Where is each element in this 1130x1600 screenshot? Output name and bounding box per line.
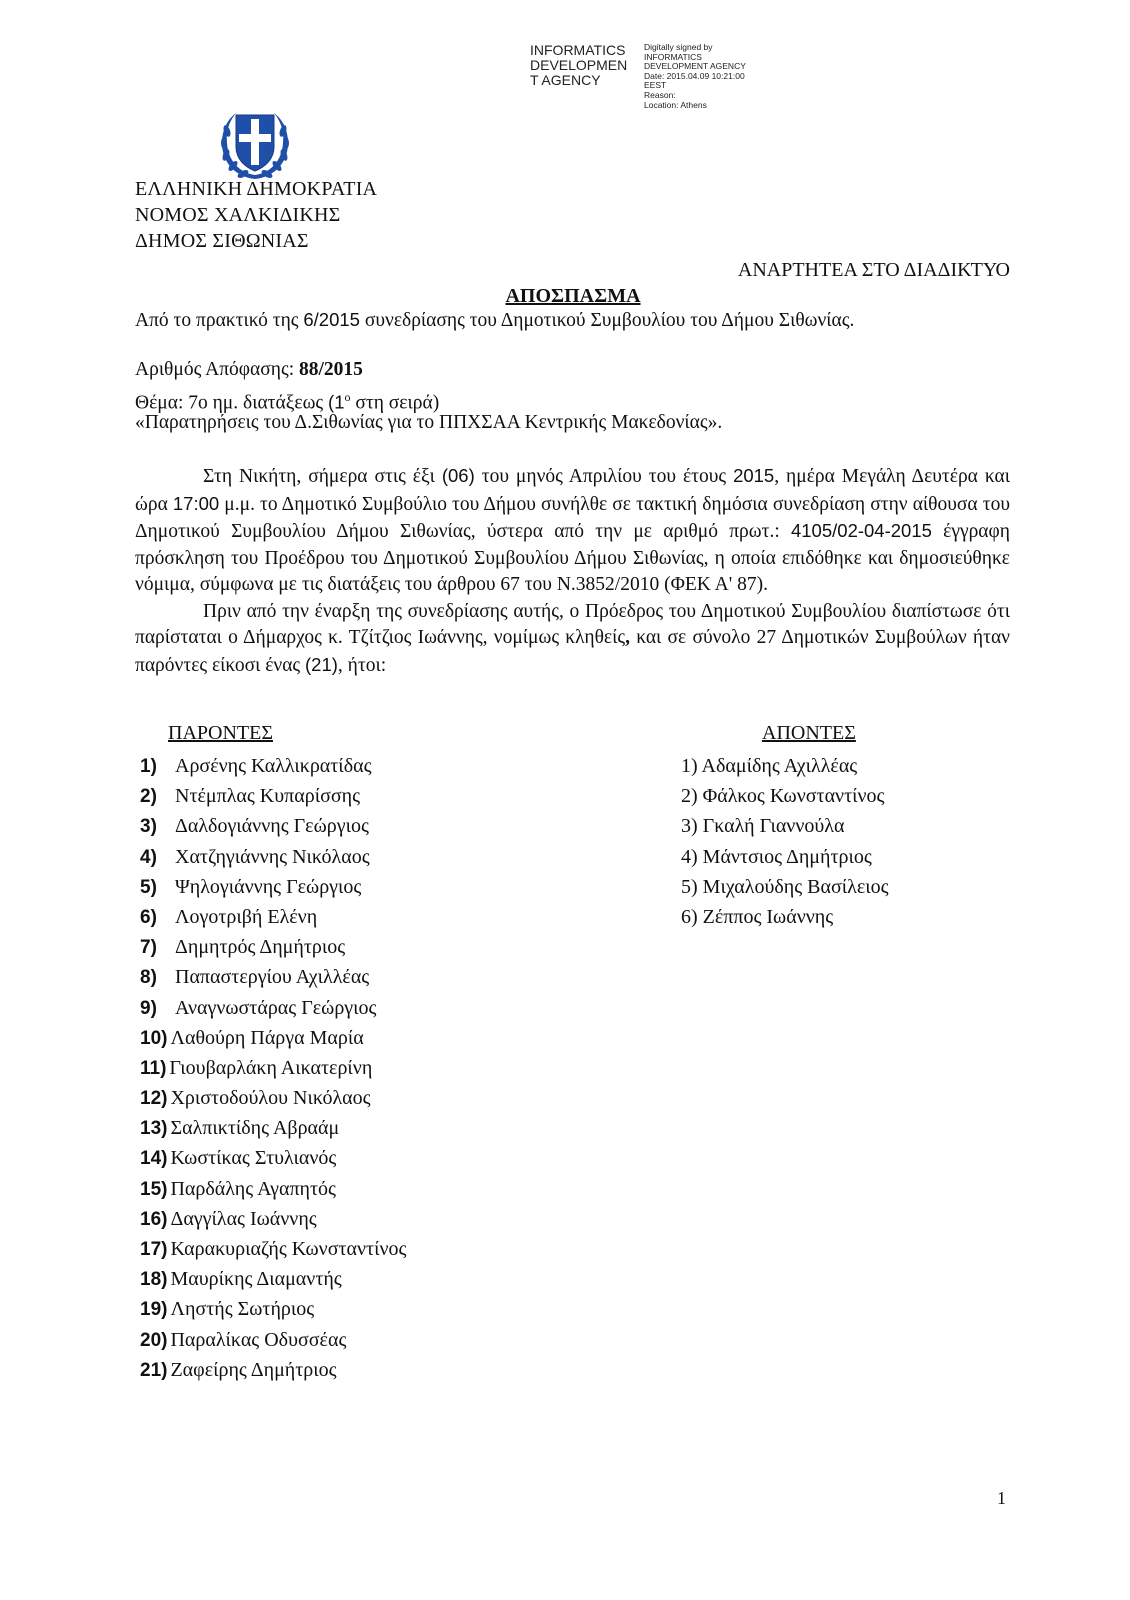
signature-detail-line: Date: 2015.04.09 10:21:00	[644, 70, 745, 81]
subject-order-rest: στη σειρά)	[350, 392, 440, 414]
item-number: 11)	[140, 1057, 167, 1079]
member-name: Χριστοδούλου Νικόλαος	[170, 1087, 371, 1110]
list-item	[140, 1117, 406, 1147]
member-name: Παραλίκας Οδυσσέας	[170, 1328, 347, 1351]
member-name: Ληστής Σωτήριος	[170, 1298, 315, 1321]
item-number: 8)	[140, 967, 157, 989]
year: 2015	[733, 465, 775, 486]
member-name: Ζαφείρης Δημήτριος	[170, 1358, 337, 1381]
list-item	[140, 936, 406, 966]
member-name: Δημητρός Δημήτριος	[175, 936, 346, 959]
signature-organization	[530, 43, 642, 110]
present-list	[140, 755, 406, 1389]
member-name: Δαγγίλας Ιωάννης	[170, 1207, 317, 1230]
document-title	[0, 285, 1130, 308]
list-item: 2) Φάλκος Κωνσταντίνος	[681, 785, 885, 808]
text: μ.μ. το Δημοτικό Συμβούλιο του Δήμου συνήλθε σε τακτική δημόσια συνεδρίαση στην αίθουσα του Δημοτικού Συμβουλίου Δήμου Σιθωνίας, ύστερα από την με αριθμό πρωτ.:	[135, 493, 1010, 542]
item-number: 12)	[140, 1088, 168, 1110]
item-number: 10)	[140, 1027, 168, 1049]
list-item	[140, 1178, 406, 1208]
item-number: 7)	[140, 937, 157, 959]
item-number: 14)	[140, 1148, 168, 1170]
decision-number: 88/2015	[299, 359, 363, 380]
list-item	[140, 1147, 406, 1177]
header-municipality: ΔΗΜΟΣ ΣΙΘΩΝΙΑΣ	[135, 230, 309, 252]
member-name: Αρσένης Καλλικρατίδας	[175, 755, 372, 777]
greek-coat-of-arms-icon	[214, 103, 296, 185]
subject-order-suffix: ο	[344, 390, 351, 404]
subject-topic: «Παρατηρήσεις του Δ.Σιθωνίας για το ΠΠΧΣΑΑ Κεντρικής Μακεδονίας».	[135, 412, 723, 433]
digital-signature	[530, 43, 746, 110]
post-online-note: ΑΝΑΡΤΗΤΕΑ ΣΤΟ ΔΙΑΔΙΚΤΥΟ	[737, 259, 1010, 281]
decision-label: Αριθμός Απόφασης:	[135, 359, 299, 380]
signature-org-line: DEVELOPMEN	[530, 57, 628, 73]
intro-text-end: συνεδρίασης του Δημοτικού Συμβουλίου του Δήμου Σιθωνίας.	[359, 310, 855, 331]
signature-org-line: INFORMATICS	[530, 42, 626, 58]
member-name: Γιουβαρλάκη Αικατερίνη	[169, 1056, 373, 1079]
list-item	[140, 1057, 406, 1087]
time: 17:00	[172, 492, 220, 514]
intro-line	[135, 307, 854, 334]
absent-list	[681, 755, 889, 936]
list-item	[140, 966, 406, 996]
body-text	[135, 463, 1010, 679]
item-number: 20)	[140, 1329, 168, 1351]
list-item	[140, 876, 406, 906]
member-name: Λογοτριβή Ελένη	[175, 905, 318, 928]
text: Πριν από την έναρξη της συνεδρίασης αυτής, ο Πρόεδρος του Δημοτικού Συμβουλίου διαπίστωσε ότι παρίσταται ο Δήμαρχος κ. Τζίτζιος Ιωάννης, νομίμως κληθείς	[135, 600, 1010, 648]
item-number: 18)	[140, 1269, 168, 1291]
list-item	[140, 815, 406, 845]
signature-detail-line: EEST	[644, 80, 667, 91]
list-item	[140, 1087, 406, 1117]
header-prefecture: ΝΟΜΟΣ ΧΑΛΚΙΔΙΚΗΣ	[135, 204, 341, 226]
signature-detail-line: DEVELOPMENT AGENCY	[644, 61, 746, 72]
list-item	[140, 1238, 406, 1268]
present-count: (21)	[305, 653, 338, 675]
intro-text: Από το πρακτικό της	[135, 310, 304, 331]
member-name: Παρδάλης Αγαπητός	[170, 1177, 336, 1200]
member-name: Σαλπικτίδης Αβραάμ	[170, 1117, 340, 1140]
comma: ,	[625, 627, 630, 648]
item-number: 5)	[140, 876, 157, 898]
list-item	[140, 1298, 406, 1328]
signature-detail-line: Digitally signed by	[644, 42, 713, 52]
document-title-text: ΑΠΟΣΠΑΣΜΑ	[505, 285, 641, 307]
item-number: 6)	[140, 906, 157, 928]
list-item: 3) Γκαλή Γιαννούλα	[681, 815, 845, 838]
paragraph-quorum	[135, 599, 1010, 680]
item-number: 4)	[140, 846, 157, 868]
item-number: 1)	[140, 756, 157, 777]
member-name: Αναγνωστάρας Γεώργιος	[175, 996, 377, 1019]
list-item: 5) Μιχαλούδης Βασίλειος	[681, 875, 889, 898]
member-name: Χατζηγιάννης Νικόλαος	[175, 845, 370, 868]
item-number: 13)	[140, 1118, 168, 1140]
item-number: 19)	[140, 1299, 168, 1321]
list-item	[140, 1359, 406, 1389]
subject-label: Θέμα: 7ο ημ. διατάξεως	[135, 392, 329, 414]
list-item	[140, 1329, 406, 1359]
paragraph-meeting	[135, 463, 1010, 599]
subject-paren: (	[328, 391, 335, 413]
protocol-number: 4105/02-04-2015	[790, 520, 932, 541]
item-number: 9)	[140, 997, 157, 1019]
signature-detail-line: Location: Athens	[644, 99, 707, 110]
text: , ημέρα Μεγάλη Δευτέρα και ώρα	[135, 466, 1010, 515]
list-item	[140, 1208, 406, 1238]
text: του μηνός Απριλίου του έτους	[474, 466, 734, 487]
present-heading: ΠΑΡΟΝΤΕΣ	[168, 722, 273, 744]
list-item: 4) Μάντσιος Δημήτριος	[681, 845, 872, 868]
header-republic: ΕΛΛΗΝΙΚΗ ΔΗΜΟΚΡΑΤΙΑ	[135, 178, 378, 200]
member-name: Μαυρίκης Διαμαντής	[170, 1268, 342, 1291]
item-number: 15)	[140, 1178, 168, 1200]
text: Στη Νικήτη, σήμερα στις έξι	[203, 466, 442, 487]
member-name: Λαθούρη Πάργα Μαρία	[170, 1026, 364, 1049]
signature-org-line: T AGENCY	[530, 72, 601, 88]
page-number: 1	[997, 1488, 1006, 1508]
list-item	[140, 846, 406, 876]
list-item	[140, 1268, 406, 1298]
list-item	[140, 1027, 406, 1057]
cross-horizontal	[239, 134, 271, 142]
list-item	[140, 906, 406, 936]
item-number: 17)	[140, 1239, 168, 1260]
text: , ήτοι:	[337, 654, 387, 676]
list-item: 6) Ζέππος Ιωάννης	[681, 905, 834, 928]
session-number: 6/2015	[303, 309, 360, 330]
subject-order-number: 1	[334, 391, 345, 413]
item-number: 2)	[140, 786, 157, 808]
member-name: Κωστίκας Στυλιανός	[170, 1147, 337, 1170]
item-number: 21)	[140, 1359, 168, 1381]
signature-detail-line: Reason:	[644, 89, 676, 100]
text: και σε σύνολο 27 Δημοτικών Συμβούλων ήταν παρόντες είκοσι ένας	[135, 627, 1010, 676]
decision-line	[135, 357, 363, 383]
day-number: (06)	[441, 465, 475, 486]
member-name: Ψηλογιάννης Γεώργιος	[175, 875, 362, 898]
list-item	[140, 997, 406, 1027]
list-item	[140, 755, 406, 785]
signature-details	[644, 43, 746, 110]
text: έγγραφη πρόσκληση του Προέδρου του Δημοτικού Συμβουλίου Δήμου Σιθωνίας, η οποία επιδόθηκε και δημοσιεύθηκε νόμιμα, σύμφωνα με τις διατάξεις του άρθρου 67 του Ν.3852/2010 (ΦΕΚ Α' 87).	[135, 521, 1010, 595]
member-name: Καρακυριαζής Κωνσταντίνος	[170, 1238, 407, 1260]
item-number: 16)	[140, 1208, 168, 1230]
item-number: 3)	[140, 816, 157, 838]
absent-heading: ΑΠΟΝΤΕΣ	[762, 722, 856, 744]
list-item: 1) Αδαμίδης Αχιλλέας	[681, 755, 858, 777]
member-name: Ντέμπλας Κυπαρίσσης	[175, 785, 361, 808]
signature-detail-line: INFORMATICS	[644, 51, 702, 62]
member-name: Παπαστεργίου Αχιλλέας	[175, 966, 370, 989]
member-name: Δαλδογιάννης Γεώργιος	[175, 815, 369, 838]
list-item	[140, 785, 406, 815]
